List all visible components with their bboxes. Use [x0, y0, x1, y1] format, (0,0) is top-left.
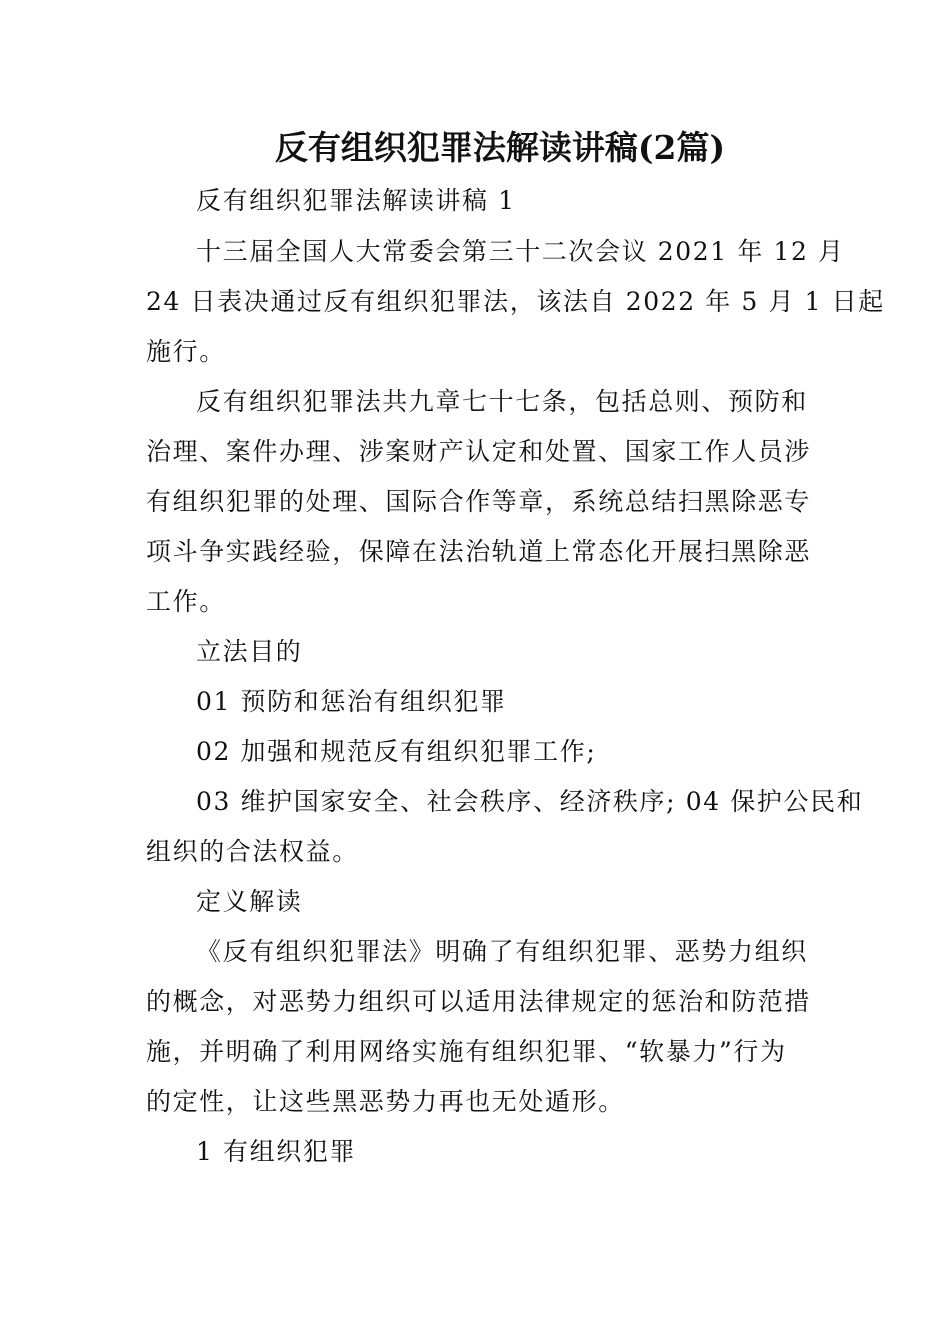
paragraph-line: 的定性，让这些黑恶势力再也无处遁形。 — [146, 1087, 625, 1116]
list-item: 02 加强和规范反有组织犯罪工作; — [196, 737, 597, 766]
section-heading: 立法目的 — [196, 637, 303, 666]
paragraph-line: 24 日表决通过反有组织犯罪法，该法自 2022 年 5 月 1 日起 — [146, 287, 885, 316]
paragraph-line: 十三届全国人大常委会第三十二次会议 2021 年 12 月 — [196, 237, 845, 266]
section-heading: 1 有组织犯罪 — [196, 1137, 357, 1166]
paragraph-line: 治理、案件办理、涉案财产认定和处置、国家工作人员涉 — [146, 437, 812, 466]
paragraph-line: 有组织犯罪的处理、国际合作等章，系统总结扫黑除恶专 — [146, 487, 812, 516]
list-item: 01 预防和惩治有组织犯罪 — [196, 687, 507, 716]
list-item: 03 维护国家安全、社会秩序、经济秩序; 04 保护公民和 — [196, 787, 864, 816]
paragraph-line: 施，并明确了利用网络实施有组织犯罪、“软暴力”行为 — [146, 1037, 787, 1066]
paragraph-line: 工作。 — [146, 587, 226, 616]
document-title: 反有组织犯罪法解读讲稿(2篇) — [274, 128, 726, 167]
list-item: 组织的合法权益。 — [146, 837, 359, 866]
section-heading: 定义解读 — [196, 887, 303, 916]
subtitle-line: 反有组织犯罪法解读讲稿 1 — [196, 186, 516, 215]
paragraph-line: 项斗争实践经验，保障在法治轨道上常态化开展扫黑除恶 — [146, 537, 812, 566]
paragraph-line: 的概念，对恶势力组织可以适用法律规定的惩治和防范措 — [146, 987, 812, 1016]
paragraph-line: 反有组织犯罪法共九章七十七条，包括总则、预防和 — [196, 387, 808, 416]
paragraph-line: 《反有组织犯罪法》明确了有组织犯罪、恶势力组织 — [196, 937, 808, 966]
paragraph-line: 施行。 — [146, 337, 226, 366]
